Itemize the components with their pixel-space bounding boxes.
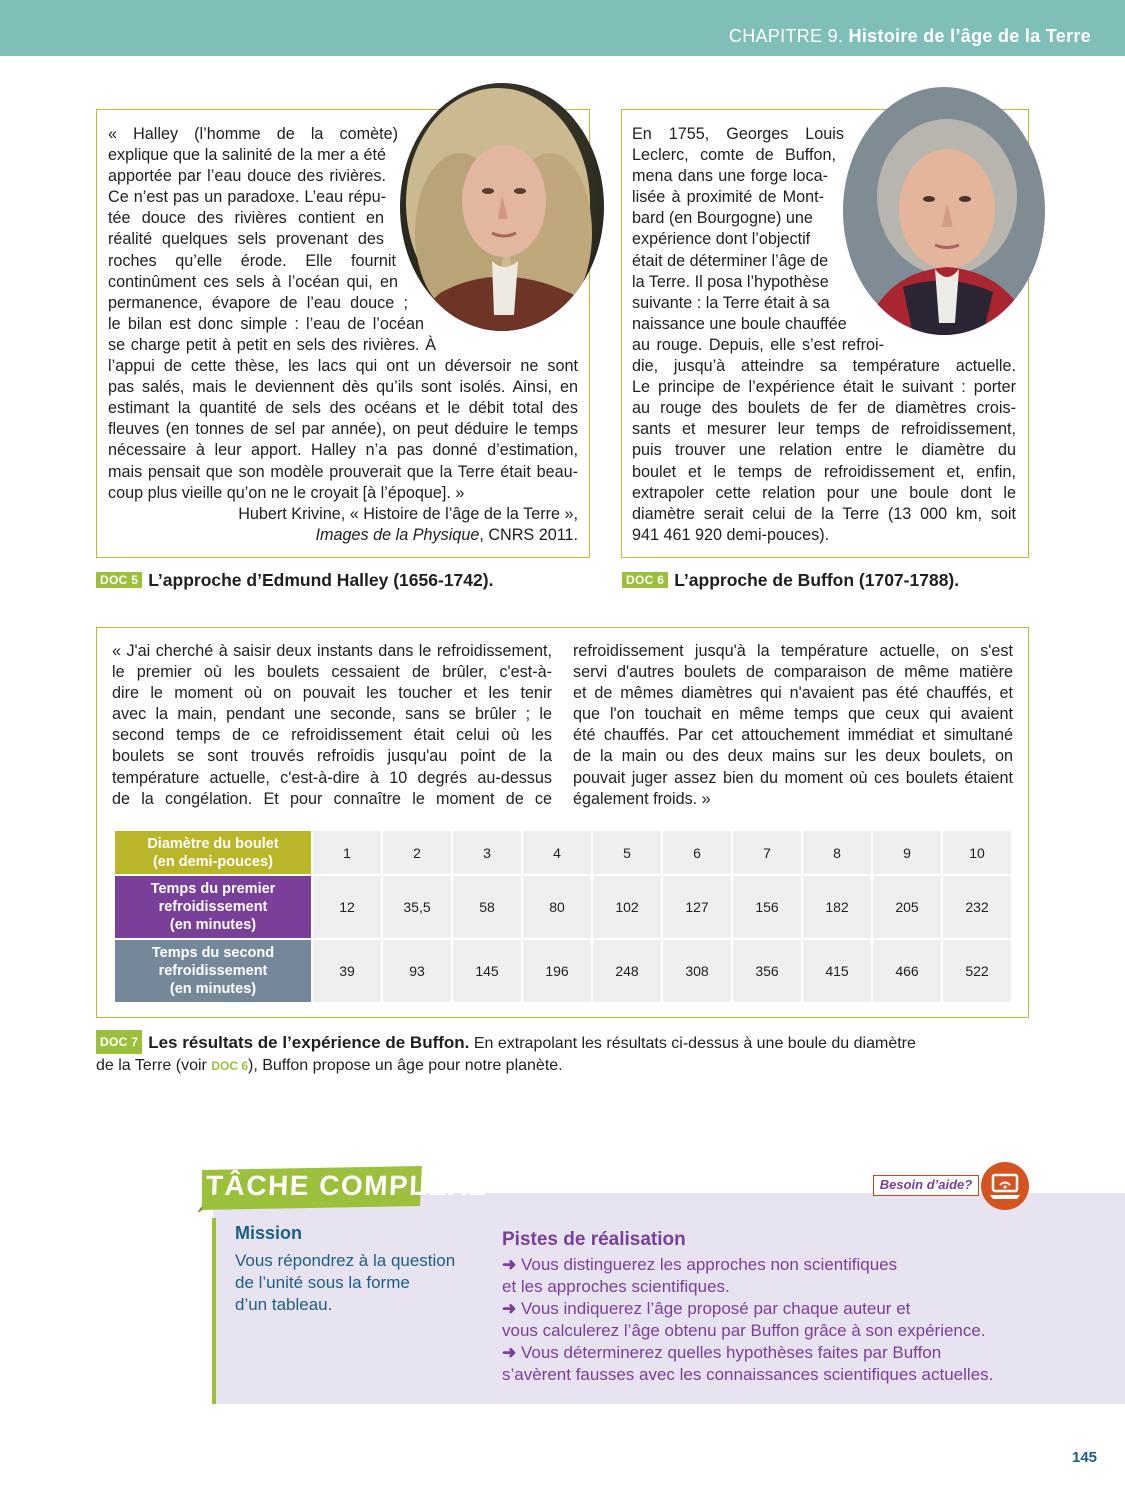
table-cell: 5 (593, 831, 661, 874)
task-accent-bar (212, 1218, 216, 1404)
doc7-line: avec la main, pendant une seconde, sans se brûler ; le (112, 705, 552, 724)
table-cell: 58 (453, 876, 521, 938)
doc5-line: pas salés, mais le deviennent dès qu’ils sont isolés. Ainsi, en (108, 378, 578, 397)
doc7-line: température actuelle, c'est-à-dire à 10 degrés au-dessus (112, 768, 552, 787)
doc7-line: boulets se sont trouvés refroidis jusqu'au point de la (112, 747, 552, 766)
doc6-caption-text: L’approche de Buffon (1707-1788). (674, 570, 960, 590)
doc7-caption-title: Les résultats de l’expérience de Buffon. (148, 1033, 470, 1052)
mission-text (235, 1250, 485, 1316)
doc5-line: nécessaire à leur apport. Halley n’a pas donné d’estimation, (108, 441, 578, 460)
table-cell: 9 (873, 831, 941, 874)
chapter-name: Histoire de l’âge de la Terre (848, 26, 1091, 46)
arrow-icon: ➜ (502, 1255, 517, 1274)
table-cell: 6 (663, 831, 731, 874)
chapter-number: CHAPITRE 9. (728, 26, 844, 46)
doc7-quote-col2 (573, 641, 1013, 810)
table-cell: 156 (733, 876, 801, 938)
doc5-line: réalité quelques sels provenant des (108, 230, 384, 249)
table-cell: 80 (523, 876, 591, 938)
buffon-portrait (843, 87, 1045, 335)
doc6-line: suivante : la Terre était à sa (632, 293, 830, 312)
doc5-line: se charge petit à petit en sels des rivières. À (108, 335, 436, 354)
table-row (115, 940, 1011, 1002)
table-cell: 8 (803, 831, 871, 874)
table-cell: 7 (733, 831, 801, 874)
doc7-line: servi d'autres boulets de comparaison de même matière (573, 663, 1013, 682)
doc5-caption (96, 570, 493, 591)
list-item: ➜ Vous indiquerez l’âge proposé par chaque auteur et (502, 1299, 911, 1318)
list-item-continuation: s’avèrent fausses avec les connaissances scientifiques actuelles. (502, 1365, 994, 1384)
table-cell: 39 (313, 940, 381, 1002)
doc5-line: mais pensait que son modèle prouverait que la Terre était beau- (108, 462, 578, 481)
doc5-line: apportée par l’eau douce des rivières. (108, 167, 386, 186)
doc5-line: Ce n’est pas un paradoxe. L’eau répu- (108, 188, 386, 207)
table-row (115, 876, 1011, 938)
table-cell: 182 (803, 876, 871, 938)
help-laptop-icon[interactable] (981, 1162, 1029, 1210)
mission-line: d’un tableau. (235, 1295, 333, 1314)
pistes-title: Pistes de réalisation (502, 1229, 686, 1250)
doc6-line: boulet et le temps de refroidissement et, enfin, (632, 462, 1016, 481)
doc7-line: de la congélation. Et pour connaître le moment de ce (112, 789, 552, 808)
doc6-line: au rouge. Depuis, elle s’est refroi- (632, 335, 884, 354)
mission-line: de l’unité sous la forme (235, 1273, 410, 1292)
doc7-quote-col1 (112, 641, 552, 810)
list-item: ➜ Vous distinguerez les approches non scientifiques (502, 1255, 898, 1274)
row-header-first-cooling: Temps du premier refroidissement (en minutes) (115, 876, 311, 938)
row-header-second-cooling: Temps du second refroidissement (en minutes) (115, 940, 311, 1002)
table-cell: 12 (313, 876, 381, 938)
doc5-line: roches qu’elle érode. Elle fournit (108, 251, 396, 270)
doc6-tag: DOC 6 (622, 572, 668, 588)
doc6-caption (622, 570, 959, 591)
doc5-line: permanence, évapore de l’eau douce ; (108, 293, 408, 312)
doc5-line: coup plus vieille qu’on ne le croyait [à l’époque]. » (108, 483, 465, 502)
doc6-line: diamètre serait celui de la Terre (13 000 km, soit (632, 504, 1016, 523)
halley-portrait (400, 83, 604, 331)
table-cell: 415 (803, 940, 871, 1002)
doc6-line: extrapoler cette relation pour une boule dont le (632, 483, 1016, 502)
doc6-line: bard (en Bourgogne) une (632, 209, 813, 228)
doc5-source: Hubert Krivine, « Histoire de l’âge de la Terre », (238, 504, 578, 523)
doc7-line: été chauffés. Par cet attouchement immédiat et simultané (573, 726, 1013, 745)
doc6-line: naissance une boule chauffée (632, 314, 847, 333)
doc6-line: sants et mesurer leur temps de refroidissement, (632, 420, 1016, 439)
task-title: TÂCHE COMPLEXE (205, 1170, 489, 1201)
pistes-list (502, 1254, 1062, 1386)
doc6-line: était de déterminer l’âge de (632, 251, 829, 270)
table-cell: 4 (523, 831, 591, 874)
doc5-source-journal: Images de la Physique (315, 525, 480, 544)
doc7-line: et de mêmes diamètres qui n'avaient pas été chauffés, et (573, 684, 1013, 703)
doc7-caption-text-2: de la Terre (voir (96, 1057, 212, 1074)
doc7-line: également froids. » (573, 789, 711, 808)
doc5-tag: DOC 5 (96, 572, 142, 588)
doc7-caption-text-3: ), Buffon propose un âge pour notre planète. (248, 1057, 563, 1074)
table-cell: 308 (663, 940, 731, 1002)
chapter-title (729, 26, 1091, 47)
doc7-line: le premier où les boulets cessaient de brûler, c'est-à- (112, 663, 552, 682)
doc7-line: « J'ai cherché à saisir deux instants dans le refroidissement, (112, 642, 552, 660)
doc5-source-2 (108, 525, 578, 546)
table-cell: 127 (663, 876, 731, 938)
doc6-line: la Terre. Il posa l’hypothèse (632, 272, 829, 291)
doc5-source-publisher: , CNRS 2011. (479, 525, 578, 544)
doc7-tag: DOC 7 (96, 1030, 142, 1054)
doc5-line: le bilan est donc simple : l’eau de l’océan (108, 314, 424, 333)
table-cell: 3 (453, 831, 521, 874)
doc6-line: lisée à proximité de Mont- (632, 188, 824, 207)
doc5-line: l’appui de cette thèse, les lacs qui ont un déversoir ne sont (108, 357, 578, 376)
doc6-line: 941 461 920 demi-pouces). (632, 525, 830, 544)
table-cell: 196 (523, 940, 591, 1002)
doc7-line: que l'on touchait en même temps que ceux qui avaient (573, 705, 1013, 724)
table-cell: 205 (873, 876, 941, 938)
table-cell: 522 (943, 940, 1011, 1002)
table-cell: 35,5 (383, 876, 451, 938)
page-number: 145 (1072, 1449, 1098, 1466)
doc6-line: En 1755, Georges Louis (632, 125, 844, 143)
doc6-line: die, jusqu’à atteindre sa température actuelle. (632, 357, 1016, 376)
doc7-line: pouvait juger assez bien du moment où ces boulets étaient (573, 768, 1013, 787)
mission-title: Mission (235, 1223, 303, 1243)
doc5-line: continûment ces sels à l’océan qui, en (108, 272, 398, 291)
doc5-caption-text: L’approche d’Edmund Halley (1656-1742). (148, 570, 494, 590)
doc5-line: estimant la quantité de sels des océans et le débit total des (108, 399, 578, 418)
doc7-line: refroidissement jusqu'à la température actuelle, on s'est (573, 642, 1013, 660)
table-cell: 2 (383, 831, 451, 874)
doc7-caption (96, 1030, 996, 1077)
list-item: ➜ Vous déterminerez quelles hypothèses faites par Buffon (502, 1343, 942, 1362)
table-cell: 102 (593, 876, 661, 938)
table-cell: 145 (453, 940, 521, 1002)
doc6-reference-link[interactable]: DOC 6 (211, 1059, 248, 1073)
table-cell: 248 (593, 940, 661, 1002)
doc6-line: mena dans une forge loca- (632, 167, 828, 186)
mission-line: Vous répondrez à la question (235, 1251, 456, 1270)
list-item-continuation: et les approches scientifiques. (502, 1277, 730, 1296)
doc5-line: explique que la salinité de la mer a été (108, 146, 386, 165)
list-item-continuation: vous calculerez l’âge obtenu par Buffon grâce à son expérience. (502, 1321, 986, 1340)
table-cell: 356 (733, 940, 801, 1002)
arrow-icon: ➜ (502, 1343, 517, 1362)
doc6-line: Leclerc, comte de Buffon, (632, 146, 836, 165)
doc5-line: « Halley (l’homme de la comète) (108, 125, 398, 143)
doc5-line: tée douce des rivières contient en (108, 209, 384, 228)
help-button[interactable]: Besoin d’aide? (873, 1175, 979, 1196)
doc5-line: fleuves (en tonnes de sel par année), on peut déduire le temps (108, 420, 578, 439)
table-cell: 1 (313, 831, 381, 874)
table-cell: 10 (943, 831, 1011, 874)
table-row (115, 831, 1011, 874)
doc7-caption-text: En extrapolant les résultats ci-dessus à une boule du diamètre (469, 1035, 916, 1052)
doc6-line: puis trouver une relation entre le diamètre du (632, 441, 1016, 460)
doc6-line: expérience dont l’objectif (632, 230, 811, 249)
row-header-diameter: Diamètre du boulet (en demi-pouces) (115, 831, 311, 874)
table-cell: 466 (873, 940, 941, 1002)
doc6-line: Le principe de l’expérience était le suivant : porter (632, 378, 1016, 397)
buffon-results-table (113, 829, 1013, 1004)
table-cell: 93 (383, 940, 451, 1002)
doc7-line: de la main ou des deux mains sur les deux boulets, on (573, 747, 1013, 766)
doc6-line: au rouge des boulets de fer de diamètres crois- (632, 399, 1016, 418)
doc7-line: second temps de ce refroidissement était celui où les (112, 726, 552, 745)
doc7-line: dire le moment où on pouvait les toucher et les tenir (112, 684, 552, 703)
table-cell: 232 (943, 876, 1011, 938)
arrow-icon: ➜ (502, 1299, 517, 1318)
